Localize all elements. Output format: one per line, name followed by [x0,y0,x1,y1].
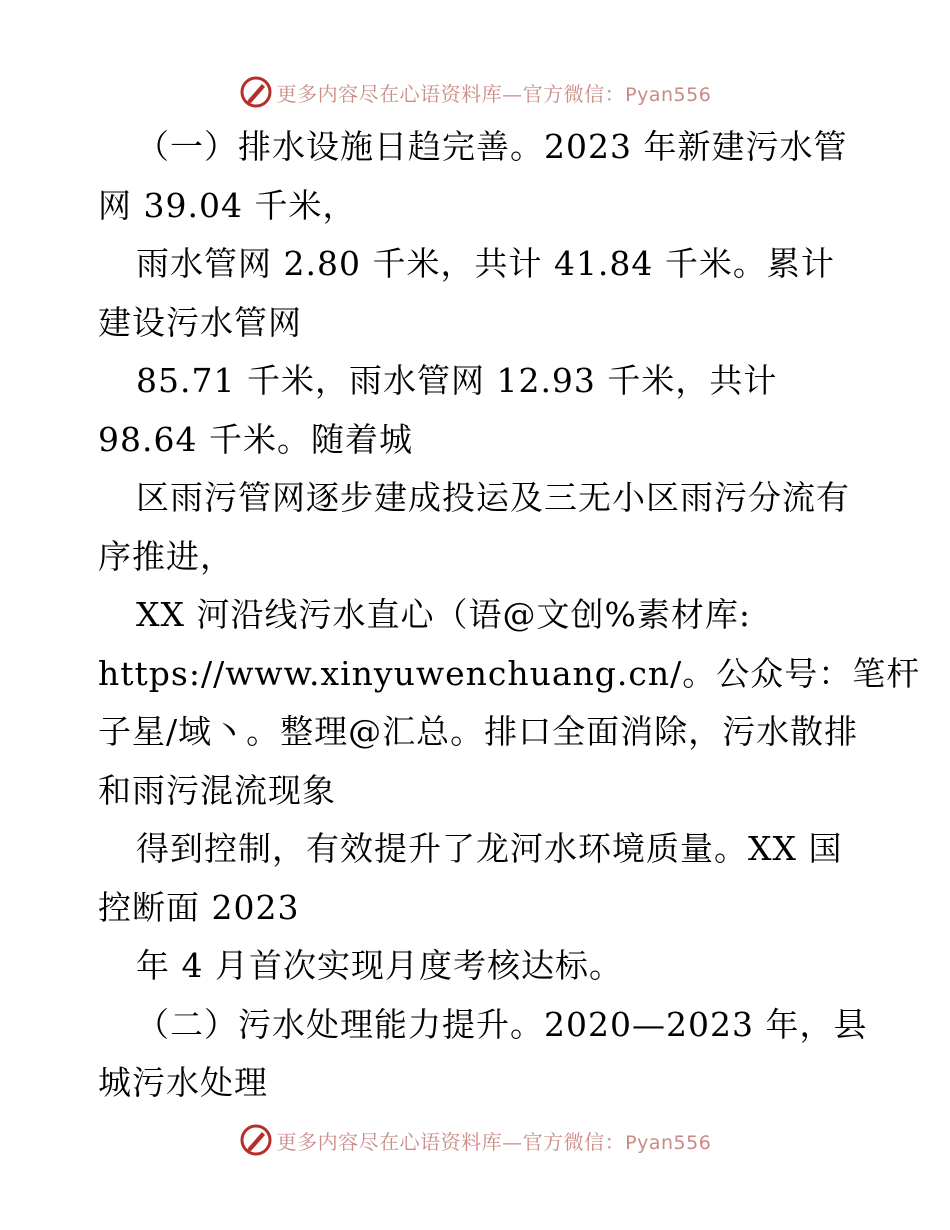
footer-banner-text [277,1126,712,1155]
text-line: （一）排水设施日趋完善。2023 年新建污水管 [136,127,848,166]
text-line: 得到控制，有效提升了龙河水环境质量。XX 国 [136,829,843,868]
header-banner-id: Pyan556 [625,83,712,106]
text-line: 序推进， [98,536,234,576]
text-line: 网 39.04 千米， [98,185,357,225]
text-line: （二）污水处理能力提升。2020—2023 年，县 [136,1004,868,1044]
pen-logo-icon [239,75,273,109]
header-banner-text [277,78,712,107]
text-line: 建设污水管网 [98,302,302,342]
text-line: 控断面 2023 [98,887,300,927]
text-line: 子星/域丶。整理@汇总。排口全面消除，污水散排 [98,712,859,751]
text-line: 85.71 千米，雨水管网 12.93 千米，共计 [136,361,778,400]
footer-banner-cn: 更多内容尽在心语资料库—官方微信： [276,1129,626,1154]
text-line: 98.64 千米。随着城 [98,419,413,459]
text-line: 城污水处理 [98,1063,268,1102]
footer-banner-id: Pyan556 [625,1131,712,1154]
text-line: XX 河沿线污水直心（语@文创%素材库: [136,595,751,634]
text-line: 和雨污混流现象 [98,770,336,810]
page-footer-watermark [0,1120,950,1160]
text-line: 雨水管网 2.80 千米，共计 41.84 千米。累计 [136,244,835,283]
text-line-url: https://www.xinyuwenchuang.cn/。公众号：笔杆 [98,653,921,693]
header-banner-cn: 更多内容尽在心语资料库—官方微信： [276,81,626,106]
body-text [98,118,921,1113]
pen-logo-icon [239,1123,273,1157]
text-line: 区雨污管网逐步建成投运及三无小区雨污分流有 [136,478,850,517]
page-header-watermark [0,72,950,112]
text-line: 年 4 月首次实现月度考核达标。 [136,946,623,985]
